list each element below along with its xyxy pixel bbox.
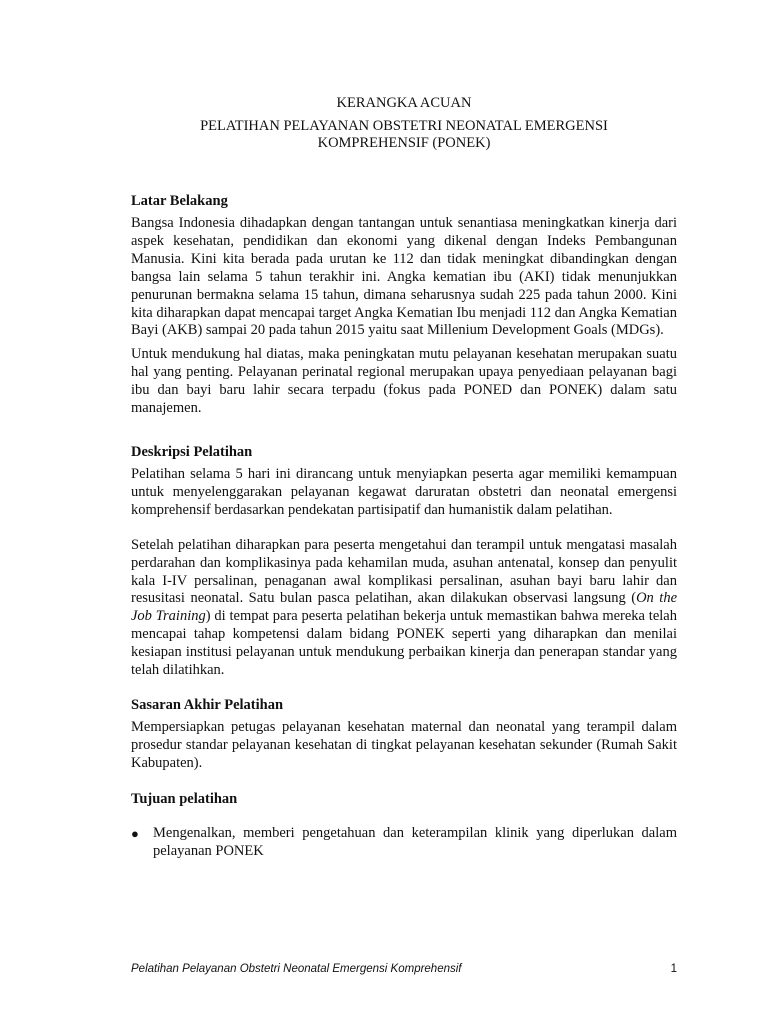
deskripsi-p2-text-after: ) di tempat para peserta pelatihan bekerja untuk memastikan bahwa mereka telah mencapai tahap kompetensi dalam bidang PONEK seperti yang diharapkan dan menilai kesiapan institusi pelayanan untuk mendukung perbaikan kinerja dan penerapan standar yang telah dilatihkan. bbox=[131, 608, 677, 679]
list-item bbox=[131, 825, 677, 861]
document-subtitle-line1: PELATIHAN PELAYANAN OBSTETRI NEONATAL EMERGENSI bbox=[200, 118, 608, 134]
document-subtitle-line2: KOMPREHENSIF (PONEK) bbox=[317, 135, 491, 151]
bullet-icon: ● bbox=[131, 825, 139, 841]
deskripsi-p2-italic: On the Job Training bbox=[131, 590, 678, 625]
deskripsi-paragraph-2 bbox=[131, 537, 677, 680]
sasaran-paragraph-1: Mempersiapkan petugas pelayanan kesehatan maternal dan neonatal yang terampil dalam prosedur standar pelayanan kesehatan di tingkat pelayanan kesehatan sekunder (Rumah Sakit Kabupaten). bbox=[131, 718, 677, 771]
document-body bbox=[131, 95, 677, 860]
heading-deskripsi-pelatihan: Deskripsi Pelatihan bbox=[131, 443, 253, 460]
heading-sasaran-akhir: Sasaran Akhir Pelatihan bbox=[131, 696, 284, 713]
page-footer bbox=[131, 963, 677, 975]
deskripsi-paragraph-1: Pelatihan selama 5 hari ini dirancang untuk menyiapkan peserta agar memiliki kemampuan untuk menyelenggarakan pelayanan kegawat daruratan obstetri dan neonatal emergensi komprehensif berdasarkan pendekatan partisipatif dan humanistik dalam pelatihan. bbox=[131, 465, 677, 518]
tujuan-item-1: Mengenalkan, memberi pengetahuan dan keterampilan klinik yang diperlukan dalam pelayanan PONEK bbox=[153, 824, 677, 859]
page-number: 1 bbox=[670, 963, 677, 975]
footer-text: Pelatihan Pelayanan Obstetri Neonatal Emergensi Komprehensif bbox=[131, 963, 462, 975]
latar-paragraph-2: Untuk mendukung hal diatas, maka peningkatan mutu pelayanan kesehatan merupakan suatu hal yang penting. Pelayanan perinatal regional merupakan upaya penyediaan pelayanan bagi ibu dan bayi baru lahir secara terpadu (fokus pada PONED dan PONEK) dalam satu manajemen. bbox=[131, 346, 677, 417]
deskripsi-p2-text-before: Setelah pelatihan diharapkan para peserta mengetahui dan terampil untuk mengatasi masalah perdarahan dan komplikasinya pada kehamilan muda, asuhan antenatal, konsep dan penyulit kala I-IV persalinan, penaganan awal komplikasi persalinan, asuhan bayi baru lahir dan resusitasi neonatal. Satu bulan pasca pelatihan, akan dilakukan observasi langsung ( bbox=[131, 536, 677, 607]
heading-latar-belakang: Latar Belakang bbox=[131, 193, 228, 209]
document-title: KERANGKA ACUAN bbox=[336, 95, 472, 111]
latar-paragraph-1: Bangsa Indonesia dihadapkan dengan tantangan untuk senantiasa meningkatkan kinerja dari aspek kesehatan, pendidikan dan ekonomi yang dikenal dengan Indeks Pembangunan Manusia. Kini kita berada pada urutan ke 112 dan tidak meningkat dibandingkan dengan bangsa lain selama 5 tahun terakhir ini. Angka kematian ibu (AKI) tidak menunjukkan penurunan bermakna selama 15 tahun, dimana seharusnya sudah 225 pada tahun 2000. Kini kita diharapkan dapat mencapai target Angka Kematian Ibu menjadi 112 dan Angka Kematian Bayi (AKB) sampai 20 pada tahun 2015 yaitu saat Millenium Development Goals (MDGs). bbox=[131, 215, 677, 339]
heading-tujuan-pelatihan: Tujuan pelatihan bbox=[131, 790, 238, 807]
